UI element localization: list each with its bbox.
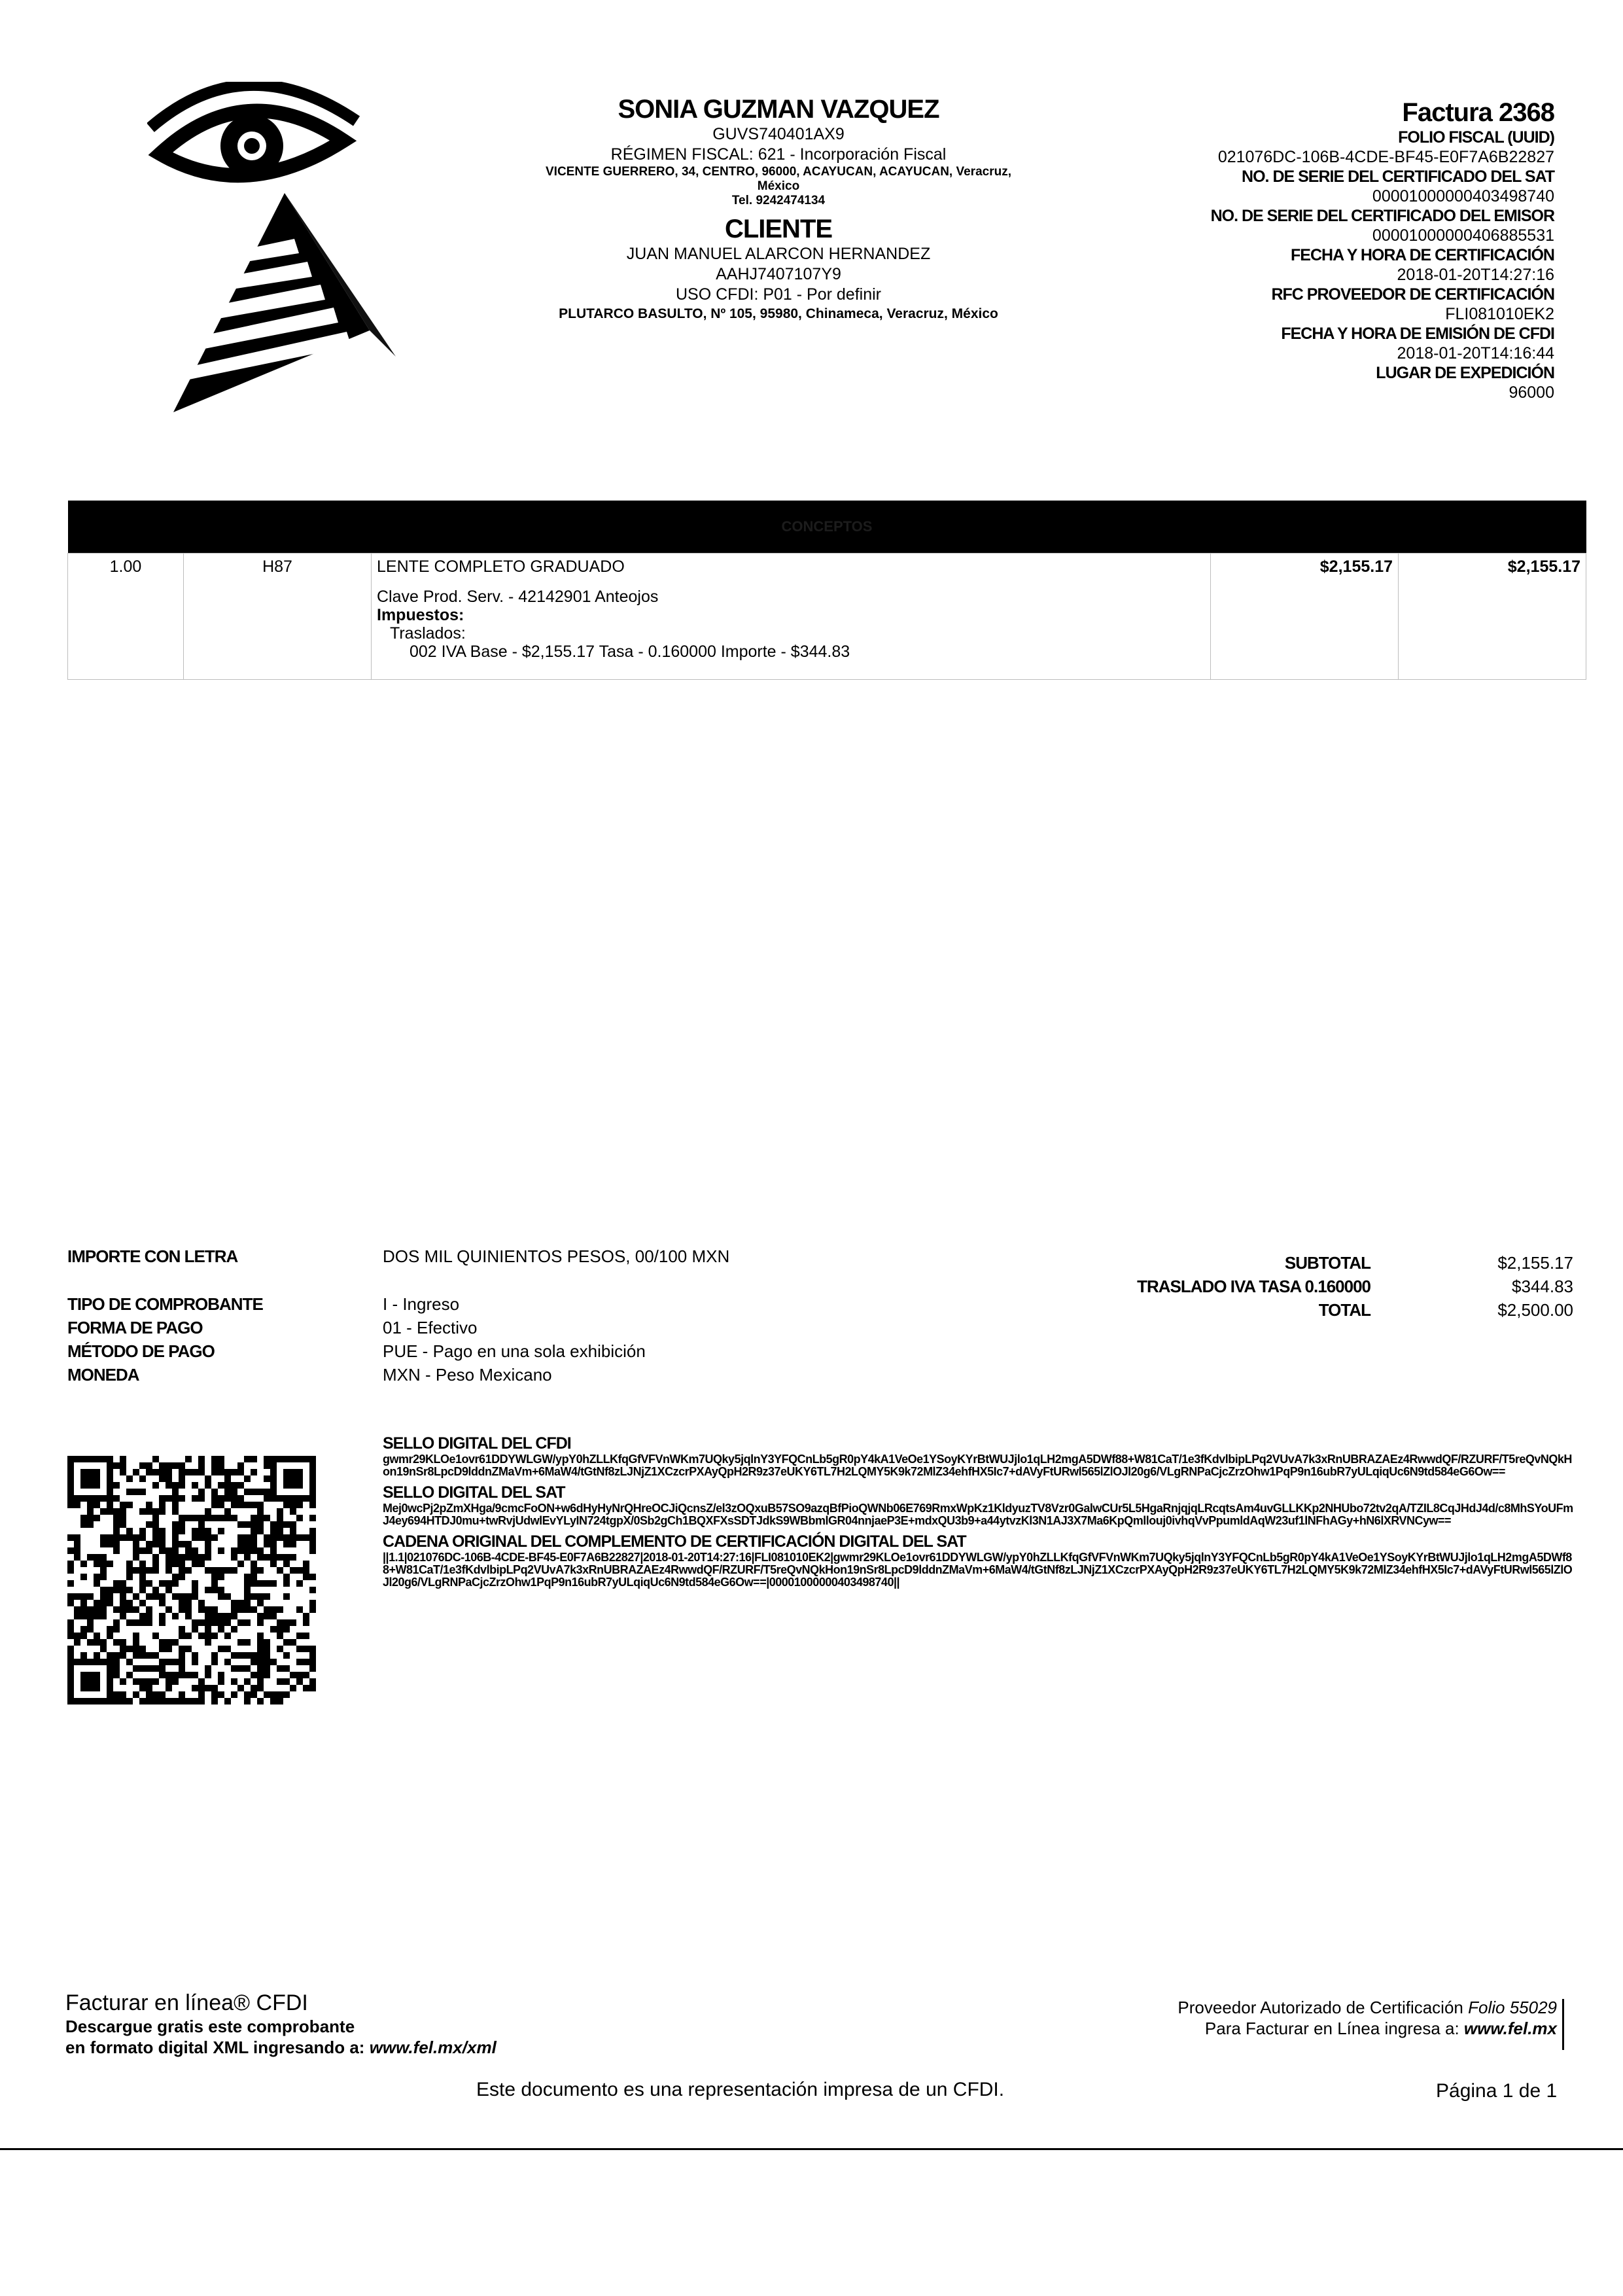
invoice-title: Factura 2368 — [1402, 98, 1554, 127]
payment-form-value: 01 - Efectivo — [383, 1318, 478, 1337]
folio-label: FOLIO FISCAL (UUID) — [1398, 128, 1554, 147]
sat-seal-label: SELLO DIGITAL DEL SAT — [383, 1483, 565, 1502]
footer-download-line2 — [65, 2037, 497, 2058]
item-description: LENTE COMPLETO GRADUADO — [377, 557, 625, 576]
client-name: JUAN MANUEL ALARCON HERNANDEZ — [626, 245, 931, 263]
tax-line: 002 IVA Base - $2,155.17 Tasa - 0.160000 Importe - $344.83 — [410, 643, 850, 661]
online-line — [981, 2018, 1557, 2039]
table-row — [68, 554, 1586, 680]
cert-date-value: 2018-01-20T14:27:16 — [1397, 266, 1554, 284]
client-address: PLUTARCO BASULTO, Nº 105, 95980, Chinameca, Veracruz, México — [559, 306, 998, 321]
total-label: TOTAL — [1318, 1300, 1370, 1320]
iva-label: TRASLADO IVA TASA 0.160000 — [1137, 1277, 1370, 1296]
cert-provider-value: FLI081010EK2 — [1445, 305, 1554, 323]
issuer-client-block — [458, 95, 1099, 323]
subtotal-value: $2,155.17 — [1497, 1253, 1573, 1273]
sat-cert-label: NO. DE SERIE DEL CERTIFICADO DEL SAT — [1242, 168, 1554, 186]
issuer-phone: Tel. 9242474134 — [731, 194, 826, 207]
currency-label: MONEDA — [67, 1365, 139, 1385]
footer-right — [981, 1997, 1557, 2039]
product-key: Clave Prod. Serv. - 42142901 Anteojos — [377, 588, 659, 606]
iva-value: $344.83 — [1512, 1277, 1573, 1296]
bottom-rule — [0, 2148, 1623, 2150]
company-logo-icon — [147, 82, 422, 422]
footer-divider — [1562, 1999, 1564, 2050]
voucher-labels — [67, 1292, 263, 1386]
provider-line — [981, 1997, 1557, 2018]
footer-brand: Facturar en línea® CFDI — [65, 1990, 308, 2015]
amount-cell: $2,155.17 — [1399, 554, 1586, 680]
sat-seal-value: Mej0wcPj2pZmXHga/9cmcFoON+w6dHyHyNrQHreOCJiQcnsZ/el3zOQxuB57SO9azqBfPioQWNb06E769RmxWpKz1KldyuzTV8Vzr0GalwCUr5L5HgaRnjqjqLRcqtsAm4uvGLLKKp2NHUbo72tv2qA/TZIL8CqJHdJ4d/c8MhSYoUFmJ4ey694HTDJ0mu+twRvjUdwlEvYLyIN724tgpX/0Sb2gCh1BQXFXsSDTJdkS9WBbmlGR04nnjaeP3E+mdxQU3b9+a44ytvzKl3N1AJ3X7Ma6KpQmllouj0ivhqVvPpumldAqW23uf1lNFhAGy+hN6lXRVNCyw== — [383, 1502, 1573, 1527]
issue-date-label: FECHA Y HORA DE EMISIÓN DE CFDI — [1281, 325, 1554, 343]
invoice-meta-block — [1083, 98, 1554, 402]
page-number: Página 1 de 1 — [1436, 2080, 1558, 2102]
description-cell — [372, 554, 1211, 680]
issuer-country: México — [757, 179, 800, 193]
concepts-table — [67, 501, 1586, 680]
download-url-link[interactable]: www.fel.mx/xml — [369, 2038, 497, 2057]
original-chain-label: CADENA ORIGINAL DEL COMPLEMENTO DE CERTIFICACIÓN DIGITAL DEL SAT — [383, 1532, 966, 1551]
issuer-name: SONIA GUZMAN VAZQUEZ — [618, 95, 939, 124]
concepts-header: CONCEPTOS — [68, 501, 1586, 554]
unit-price-cell: $2,155.17 — [1211, 554, 1399, 680]
issue-date-value: 2018-01-20T14:16:44 — [1397, 344, 1554, 362]
online-url-link[interactable]: www.fel.mx — [1463, 2019, 1557, 2038]
currency-value: MXN - Peso Mexicano — [383, 1365, 552, 1385]
representation-note: Este documento es una representación impresa de un CFDI. — [476, 2079, 1005, 2100]
client-rfc: AAHJ7407107Y9 — [716, 265, 841, 283]
totals-values — [1406, 1251, 1573, 1322]
unit-cell: H87 — [184, 554, 372, 680]
payment-method-value: PUE - Pago en una sola exhibición — [383, 1341, 646, 1361]
original-chain-value: ||1.1|021076DC-106B-4CDE-BF45-E0F7A6B22827|2018-01-20T14:27:16|FLI081010EK2|gwmr29KLOe1ovr61DDYWLGW/ypY0hZLLKfqGfVFVnWKm7UQky5jqlnY3YFQCnLb5gR0pY4kA1VeOe1YSoyKYrBtWUJjlo1qLH2mgA5DWf88+W81CaT/1e3fKdvlbipLPq2VUvA7k3xRnUBRAZAEz4RwwdQF/RZURF/T5reQvNQkHon19nSr8LpcD9lddnZMaVm+6MaW4/tGtNf8zLJNjZ1XCzcrPXAyQpH2R9z37eUKY6TL7H2LQMY5K9k72MlZ34ehfHX5Ic7+dAVyFtURwl565lZlOJl20g6/VLgRNPaCjcZrzOhw1PqP9n16ubR7yULqiqUc6N9td584eG6Ow==|00001000000403498740|| — [383, 1551, 1573, 1589]
issuer-cert-value: 00001000000406885531 — [1372, 226, 1554, 245]
totals-labels — [981, 1251, 1370, 1322]
provider-folio: Folio 55029 — [1468, 1998, 1557, 2017]
sat-cert-value: 00001000000403498740 — [1372, 187, 1554, 205]
cert-provider-label: RFC PROVEEDOR DE CERTIFICACIÓN — [1271, 285, 1554, 304]
footer-download-line1: Descargue gratis este comprobante — [65, 2017, 355, 2036]
client-heading: CLIENTE — [724, 215, 833, 243]
payment-method-label: MÉTODO DE PAGO — [67, 1341, 215, 1361]
issuer-cert-label: NO. DE SERIE DEL CERTIFICADO DEL EMISOR — [1210, 207, 1554, 225]
cfdi-seal-value: gwmr29KLOe1ovr61DDYWLGW/ypY0hZLLKfqGfVFVnWKm7UQky5jqlnY3YFQCnLb5gR0pY4kA1VeOe1YSoyKYrBtWUJjlo1qLH2mgA5DWf88+W81CaT/1e3fKdvlbipLPq2VUvA7k3xRnUBRAZAEz4RwwdQF/RZURF/T5reQvNQkHon19nSr8LpcD9lddnZMaVm+6MaW4/tGtNf8zLJNjZ1XCzcrPXAyQpH2R9z37eUKY6TL7H2LQMY5K9k72MlZ34ehfHX5Ic7+dAVyFtURwl565lZlOJl20g6/VLgRNPaCjcZrzOhw1PqP9n16ubR7yULqiqUc6N9td584eG6Ow== — [383, 1453, 1572, 1478]
footer-left — [65, 1990, 497, 2058]
issuer-regime: RÉGIMEN FISCAL: 621 - Incorporación Fiscal — [610, 145, 947, 164]
voucher-type-label: TIPO DE COMPROBANTE — [67, 1294, 263, 1314]
cfdi-seal-label: SELLO DIGITAL DEL CFDI — [383, 1434, 571, 1453]
total-value: $2,500.00 — [1497, 1300, 1573, 1320]
client-cfdi-use: USO CFDI: P01 - Por definir — [676, 285, 881, 304]
online-text: Para Facturar en Línea ingresa a: — [1204, 2019, 1459, 2038]
stamps-block — [383, 1434, 1573, 1589]
subtotal-label: SUBTOTAL — [1284, 1253, 1370, 1273]
transferred-label: Traslados: — [390, 624, 466, 643]
cert-date-label: FECHA Y HORA DE CERTIFICACIÓN — [1291, 246, 1554, 264]
qty-cell: 1.00 — [68, 554, 184, 680]
issue-place-value: 96000 — [1509, 383, 1554, 402]
provider-text: Proveedor Autorizado de Certificación — [1178, 1998, 1463, 2017]
payment-form-label: FORMA DE PAGO — [67, 1318, 203, 1337]
issuer-address: VICENTE GUERRERO, 34, CENTRO, 96000, ACAYUCAN, ACAYUCAN, Veracruz, — [546, 165, 1011, 179]
amount-words-value: DOS MIL QUINIENTOS PESOS, 00/100 MXN — [383, 1246, 730, 1266]
issue-place-label: LUGAR DE EXPEDICIÓN — [1376, 364, 1554, 382]
qr-code-icon — [67, 1456, 316, 1704]
download-text: en formato digital XML ingresando a: — [65, 2038, 365, 2057]
voucher-type-value: I - Ingreso — [383, 1294, 460, 1314]
issuer-rfc: GUVS740401AX9 — [712, 125, 845, 143]
taxes-label: Impuestos: — [377, 606, 464, 624]
amount-words-label: IMPORTE CON LETRA — [67, 1246, 238, 1266]
voucher-values — [383, 1292, 646, 1386]
folio-value: 021076DC-106B-4CDE-BF45-E0F7A6B22827 — [1217, 148, 1554, 166]
